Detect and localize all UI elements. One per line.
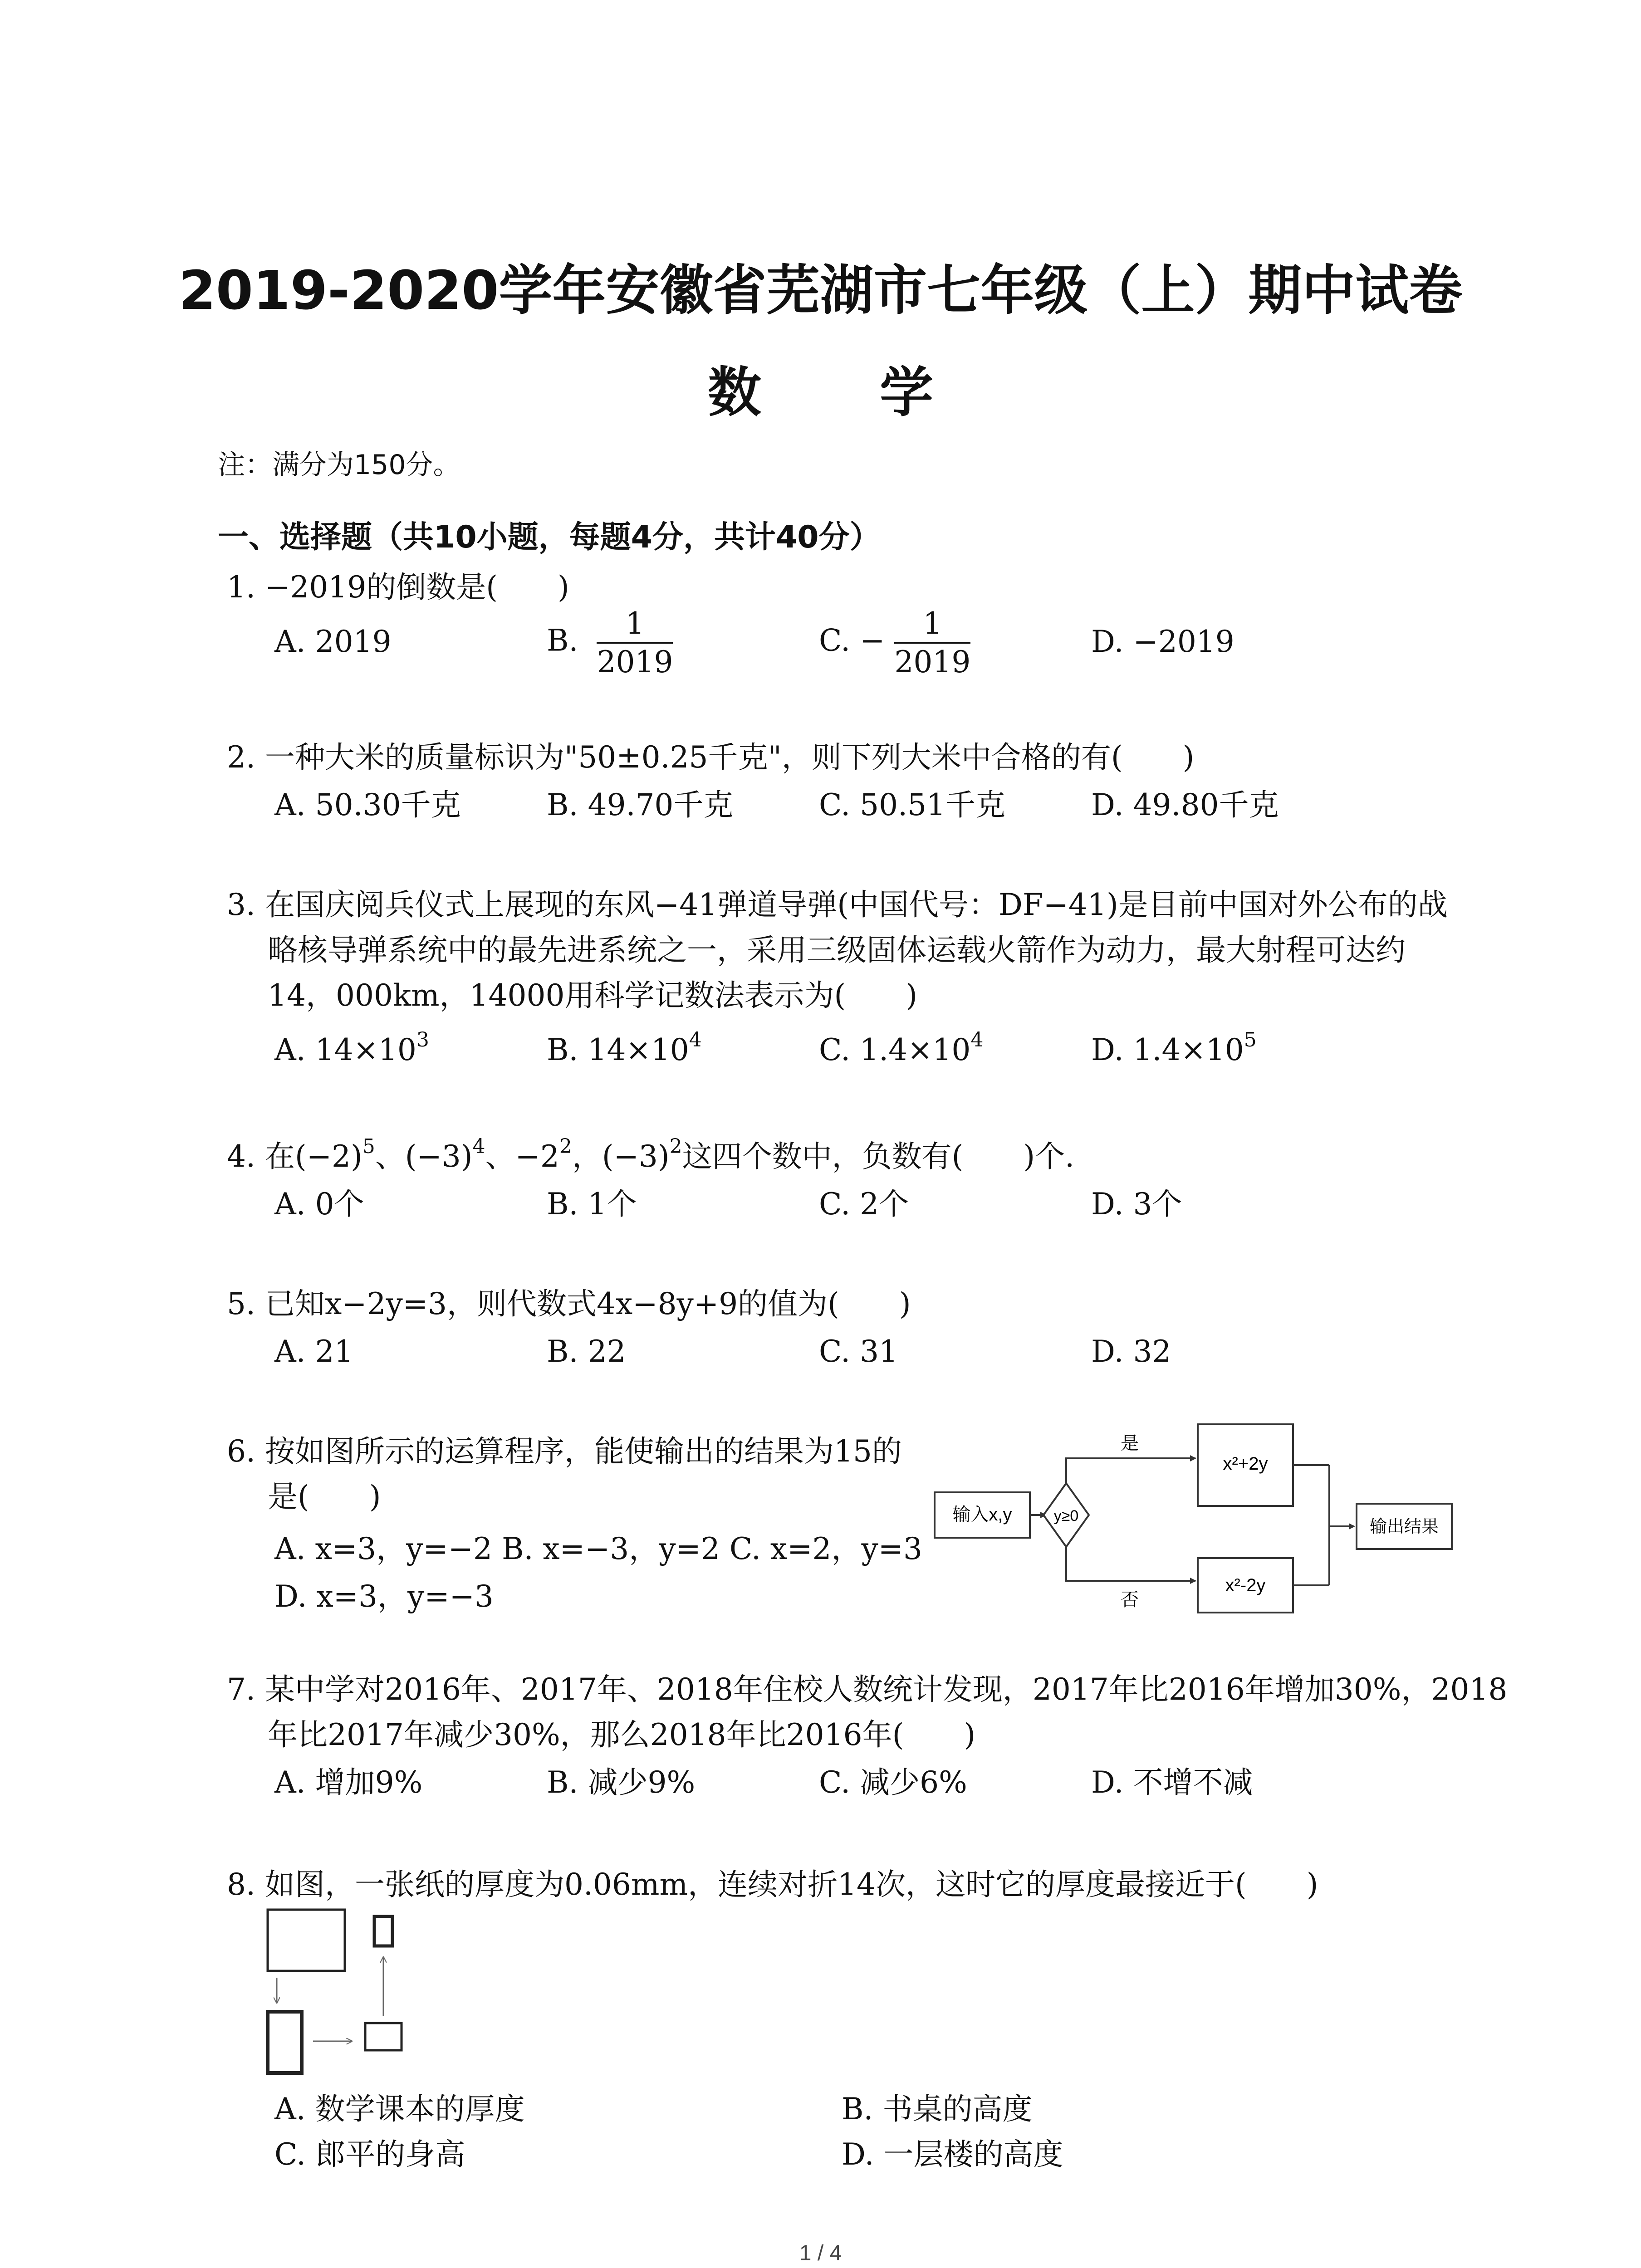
flow-input-label: 输入x,y xyxy=(952,1505,1012,1525)
option-a: A. 0个 xyxy=(274,1187,364,1222)
exam-title: 2019-2020学年安徽省芜湖市七年级（上）期中试卷 xyxy=(178,259,1463,322)
question-line: 7. 某中学对2016年、2017年、2018年住校人数统计发现，2017年比2016年增加30%，2018 xyxy=(227,1672,1508,1707)
question-stem: 1. −2019的倒数是( ) xyxy=(227,570,569,605)
flow-bottom-expr: x²-2y xyxy=(1225,1575,1266,1595)
option-c: C. − $\frac{1}{2019}$ xyxy=(819,606,971,680)
sheet-folded-twice xyxy=(365,2023,402,2050)
option-c: C. 50.51千克 xyxy=(819,787,1006,822)
option-d: D. 不增不减 xyxy=(1091,1765,1253,1800)
score-note: 注：满分为150分。 xyxy=(218,449,460,481)
flow-yes-label: 是 xyxy=(1121,1433,1139,1453)
option-a: A. 增加9% xyxy=(274,1765,423,1800)
option-a: A. 21 xyxy=(274,1334,353,1369)
sheet-full xyxy=(268,1910,345,1971)
option-c: C. 减少6% xyxy=(819,1765,967,1800)
option-b: B. 1个 xyxy=(547,1187,637,1222)
flow-output-label: 输出结果 xyxy=(1369,1517,1439,1536)
question-line: 3. 在国庆阅兵仪式上展现的东风−41弹道导弹(中国代号：DF−41)是目前中国对外公布的战 xyxy=(227,887,1448,922)
question-line: 年比2017年减少30%，那么2018年比2016年( ) xyxy=(268,1717,976,1752)
flow-top-expr: x²+2y xyxy=(1223,1454,1268,1474)
flow-no-label: 否 xyxy=(1121,1590,1139,1610)
sheet-folded-once xyxy=(268,2012,302,2073)
option-a: A. 2019 xyxy=(274,624,392,659)
option-c: C. 31 xyxy=(819,1334,898,1369)
question-stem: 5. 已知x−2y=3，则代数式4x−8y+9的值为( ) xyxy=(227,1286,911,1321)
question-stem: 8. 如图，一张纸的厚度为0.06mm，连续对折14次，这时它的厚度最接近于( ) xyxy=(227,1867,1318,1902)
question-line: 是( ) xyxy=(268,1479,381,1514)
option-d: D. 32 xyxy=(1091,1334,1171,1369)
page-number: 1 / 4 xyxy=(799,2241,842,2265)
option-b: B. 49.70千克 xyxy=(547,787,734,822)
option-d: D. $1.4\times 10^5$ xyxy=(1091,1028,1257,1067)
section-heading: 一、选择题（共10小题，每题4分，共计40分） xyxy=(218,519,881,555)
paper-folding-figure xyxy=(254,1903,467,2080)
question-line: 14，000km，14000用科学记数法表示为( ) xyxy=(268,978,917,1013)
question-stem: 4. 在$(-2)^5$、$(-3)^4$、$-2^2$，$(-3)^2$这四个数中，负数有( )个. xyxy=(227,1135,1075,1174)
option-b: B. 书桌的高度 xyxy=(842,2092,1033,2126)
option-b: B. $\frac{1}{2019}$ xyxy=(547,606,673,680)
question-stem: 2. 一种大米的质量标识为"50±0.25千克"，则下列大米中合格的有( ) xyxy=(227,740,1195,775)
question-line: 略核导弹系统中的最先进系统之一，采用三级固体运载火箭作为动力，最大射程可达约 xyxy=(268,933,1406,968)
subject-title: 数 学 xyxy=(707,361,984,424)
option-d: D. −2019 xyxy=(1091,624,1234,659)
flow-condition-label: y≥0 xyxy=(1053,1507,1079,1525)
option-d: D. 3个 xyxy=(1091,1187,1182,1222)
option-d: D. 49.80千克 xyxy=(1091,787,1279,822)
option-a: A. 50.30千克 xyxy=(274,787,461,822)
flowchart xyxy=(930,1415,1456,1619)
sheet-folded-thrice xyxy=(374,1916,392,1946)
option-b: B. $14\times 10^4$ xyxy=(547,1028,702,1067)
options-abc: A. x=3，y=−2 B. x=−3，y=2 C. x=2，y=3 xyxy=(274,1531,923,1566)
fraction: $\frac{1}{2019}$ xyxy=(894,606,971,680)
question-line: 6. 按如图所示的运算程序，能使输出的结果为15的 xyxy=(227,1434,902,1469)
option-a: A. 数学课本的厚度 xyxy=(274,2092,525,2126)
option-d: D. x=3，y=−3 xyxy=(274,1579,494,1614)
option-b: B. 减少9% xyxy=(547,1765,696,1800)
option-c: C. 郎平的身高 xyxy=(274,2137,465,2172)
option-a: A. $14\times 10^3$ xyxy=(274,1028,429,1067)
option-c: C. $1.4\times 10^4$ xyxy=(819,1028,984,1067)
option-d: D. 一层楼的高度 xyxy=(842,2137,1063,2172)
option-c: C. 2个 xyxy=(819,1187,909,1222)
fraction: $\frac{1}{2019}$ xyxy=(597,606,673,680)
option-b: B. 22 xyxy=(547,1334,626,1369)
